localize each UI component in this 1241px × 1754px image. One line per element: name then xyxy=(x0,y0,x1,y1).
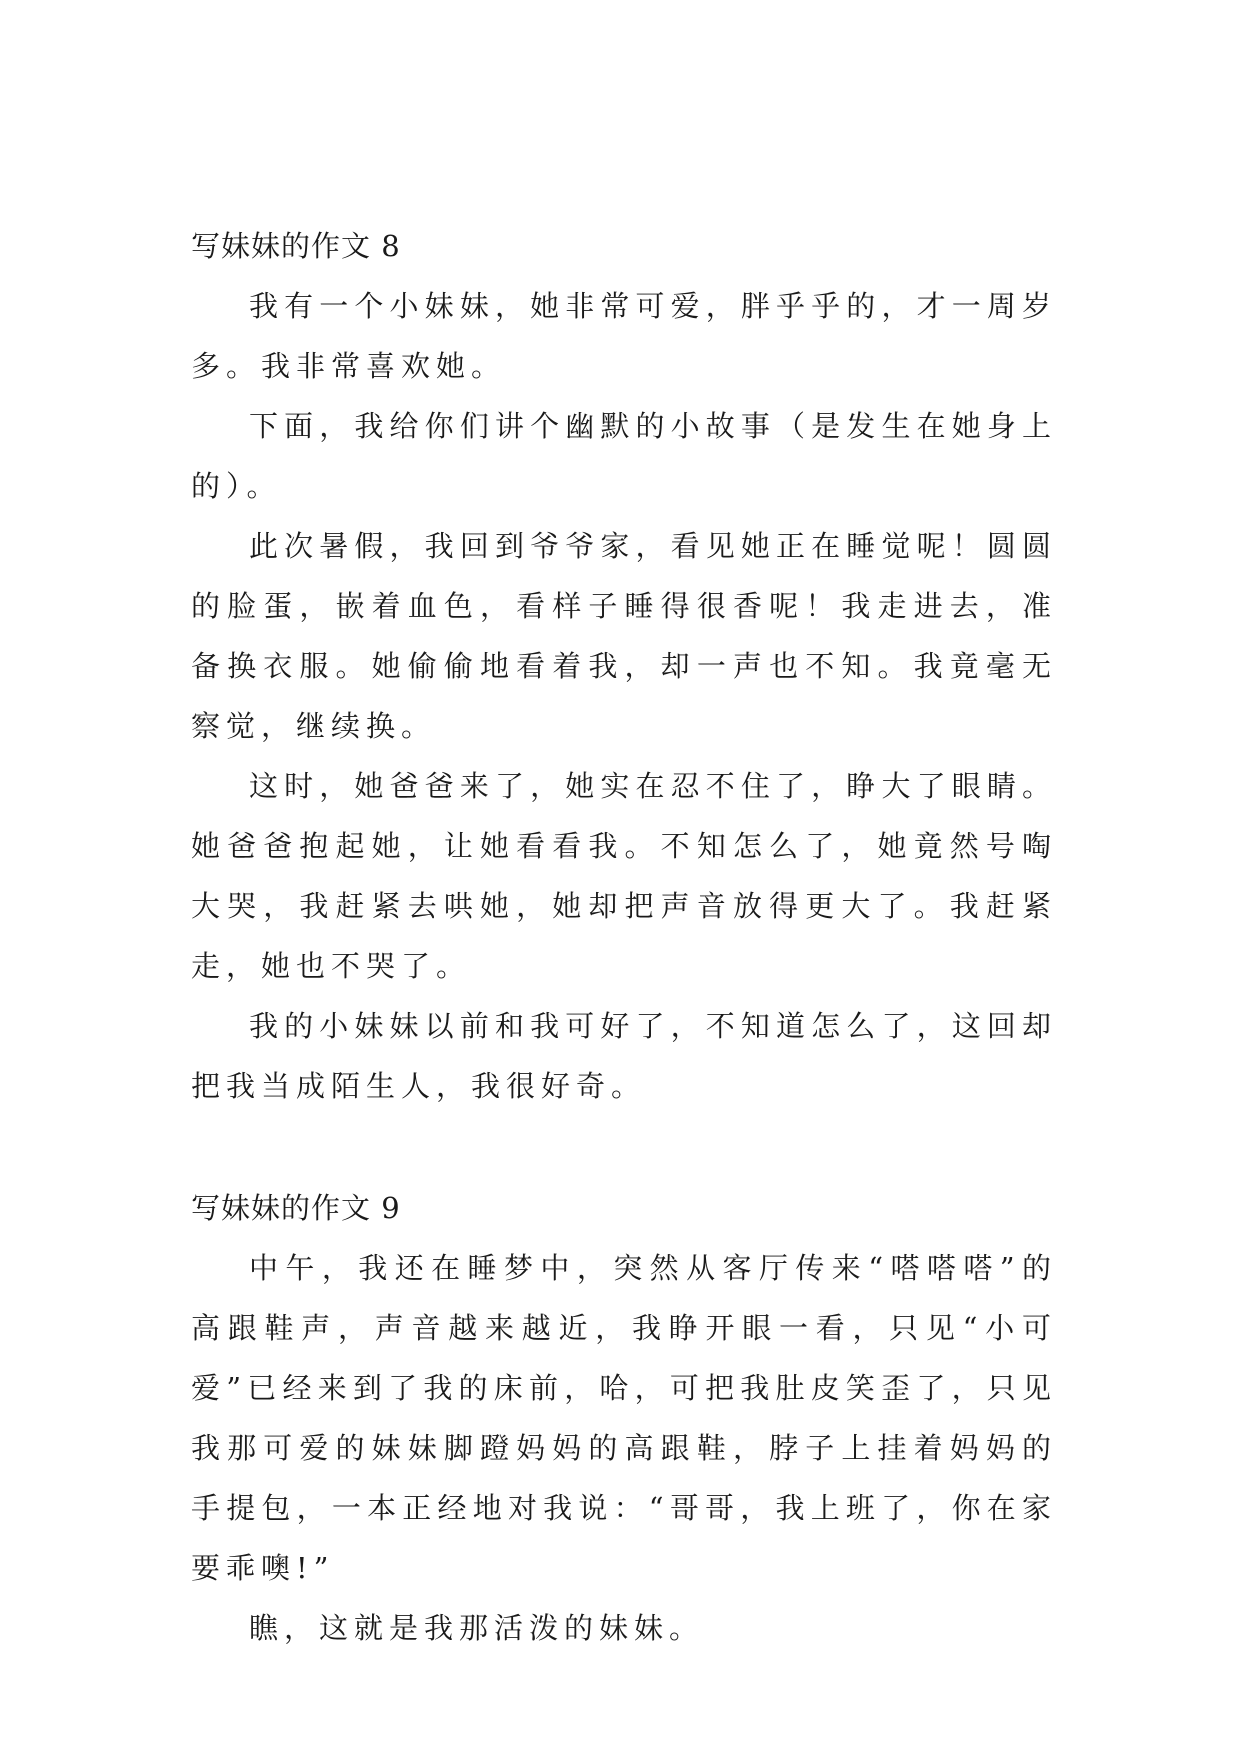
essay-section-8 xyxy=(191,216,1057,1116)
paragraph: 此次暑假，我回到爷爷家，看见她正在睡觉呢！圆圆的脸蛋，嵌着血色，看样子睡得很香呢！我走进去，准备换衣服。她偷偷地看着我，却一声也不知。我竟毫无察觉，继续换。 xyxy=(191,529,1057,743)
paragraph: 中午，我还在睡梦中，突然从客厅传来“嗒嗒嗒”的高跟鞋声，声音越来越近，我睁开眼一看，只见“小可爱”已经来到了我的床前，哈，可把我肚皮笑歪了，只见我那可爱的妹妹脚蹬妈妈的高跟鞋，脖子上挂着妈妈的手提包，一本正经地对我说：“哥哥，我上班了，你在家要乖噢!” xyxy=(191,1251,1057,1585)
essay-section-9 xyxy=(191,1178,1057,1658)
paragraph: 我有一个小妹妹，她非常可爱，胖乎乎的，才一周岁多。我非常喜欢她。 xyxy=(191,289,1057,383)
paragraph: 下面，我给你们讲个幽默的小故事（是发生在她身上的）。 xyxy=(191,409,1057,503)
paragraph: 我的小妹妹以前和我可好了，不知道怎么了，这回却把我当成陌生人，我很好奇。 xyxy=(191,1009,1057,1103)
essay-title: 写妹妹的作文 8 xyxy=(191,229,401,263)
essay-title: 写妹妹的作文 9 xyxy=(191,1191,401,1225)
paragraph: 这时，她爸爸来了，她实在忍不住了，睁大了眼睛。她爸爸抱起她，让她看看我。不知怎么了，她竟然号啕大哭，我赶紧去哄她，她却把声音放得更大了。我赶紧走，她也不哭了。 xyxy=(191,769,1057,983)
document-body xyxy=(191,216,1057,1658)
paragraph: 瞧，这就是我那活泼的妹妹。 xyxy=(249,1611,705,1645)
